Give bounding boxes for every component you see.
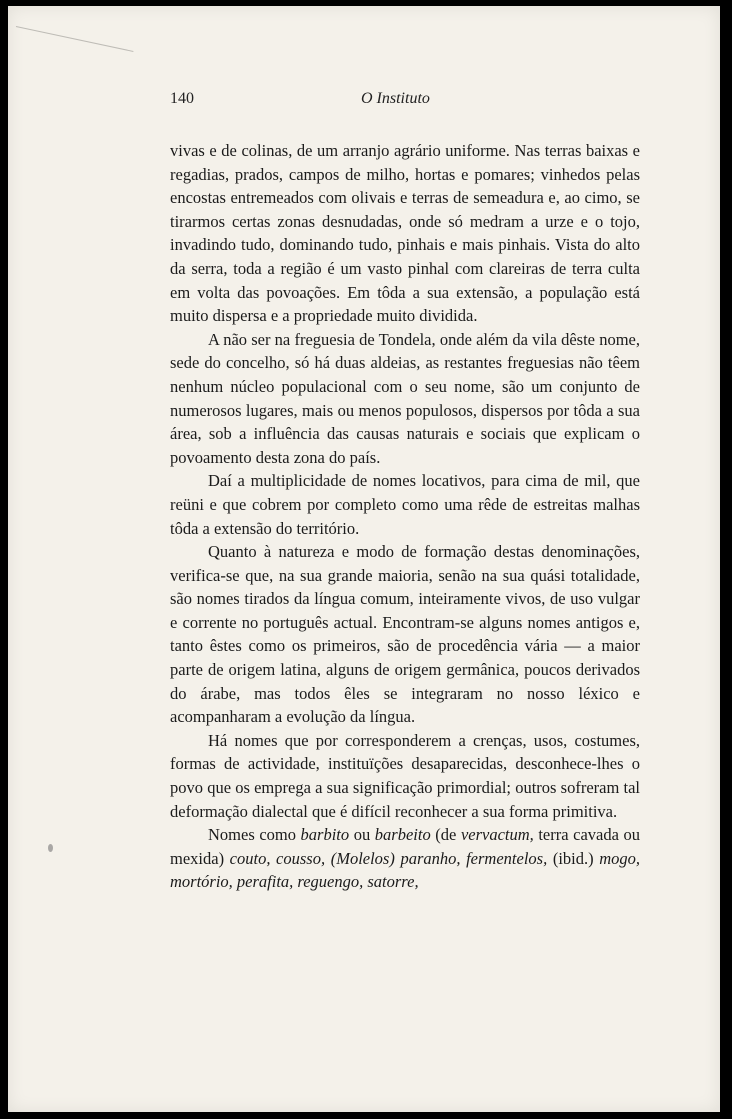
paragraph: vivas e de colinas, de um arranjo agrário uniforme. Nas terras baixas e regadias, prados, campos de milho, hortas e pomares; vinhedos pelas encostas entremeados com olivais e terras de semeadura e, ao cimo, se tirarmos certas zonas desnudadas, onde só medram a urze e o tojo, invadindo tudo, dominando tudo, pinhais e mais pinhais. Vista do alto da serra, toda a região é um vasto pinhal com clareiras de terra culta em volta das povoações. Em tôda a sua extensão, a população está muito dispersa e a propriedade muito dividida. (170, 141, 640, 326)
page-header (170, 90, 640, 112)
text-run: terra cavada ou mexida) (170, 825, 641, 868)
scan-crease (16, 26, 134, 52)
paragraph: Quanto à natureza e modo de formação destas denominações, verifica-se que, na sua grande maioria, senão na sua quási totalidade, são nomes tirados da língua comum, inteiramente vivos, de uso vulgar e corrente no português actual. Encontram-se alguns nomes antigos e, tanto êstes como os primeiros, são de procedência vária — a maior parte de origem latina, alguns de origem germânica, poucos derivados do árabe, mas todos êles se integraram no nosso léxico e acompanharam a evolução da língua. (170, 542, 640, 727)
paragraph-last (170, 823, 640, 894)
paragraph: A não ser na freguesia de Tondela, onde além da vila dêste nome, sede do concelho, só há duas aldeias, as restantes freguesias não têem nenhum núcleo populacional com o seu nome, são um conjunto de numerosos lugares, mais ou menos populosos, dispersos por tôda a sua área, sob a influência das causas naturais e sociais que explicam o povoamento desta zona do país. (170, 329, 640, 467)
text-run: Nomes como (208, 825, 301, 845)
page-number: 140 (170, 90, 194, 107)
body-text (170, 139, 640, 894)
text-run: ou (349, 825, 375, 845)
text-run: (de (430, 825, 461, 845)
book-page (8, 6, 720, 1112)
scan-edge-right (720, 0, 732, 1119)
scan-edge-bottom (0, 1112, 732, 1119)
italic-term: mogo, mortório, perafita, reguengo, satorre, (170, 848, 641, 892)
italic-term: vervactum, (460, 825, 534, 845)
text-run: (ibid.) (547, 848, 600, 868)
italic-term: couto, cousso, (Molelos) paranho, fermentelos, (229, 848, 548, 868)
paper-speck (48, 844, 53, 852)
italic-term: barbeito (374, 825, 431, 845)
paragraph: Há nomes que por corresponderem a crenças, usos, costumes, formas de actividade, instituïções desaparecidas, desconhece-lhes o povo que os emprega a sua significação primordial; outros sofreram tal deformação dialectal que é difícil reconhecer a sua forma primitiva. (170, 730, 640, 821)
running-title: O Instituto (361, 90, 430, 107)
paragraph: Daí a multiplicidade de nomes locativos, para cima de mil, que reüni e que cobrem por completo como uma rêde de estreitas malhas tôda a extensão do território. (170, 471, 640, 538)
italic-term: barbito (300, 825, 350, 845)
